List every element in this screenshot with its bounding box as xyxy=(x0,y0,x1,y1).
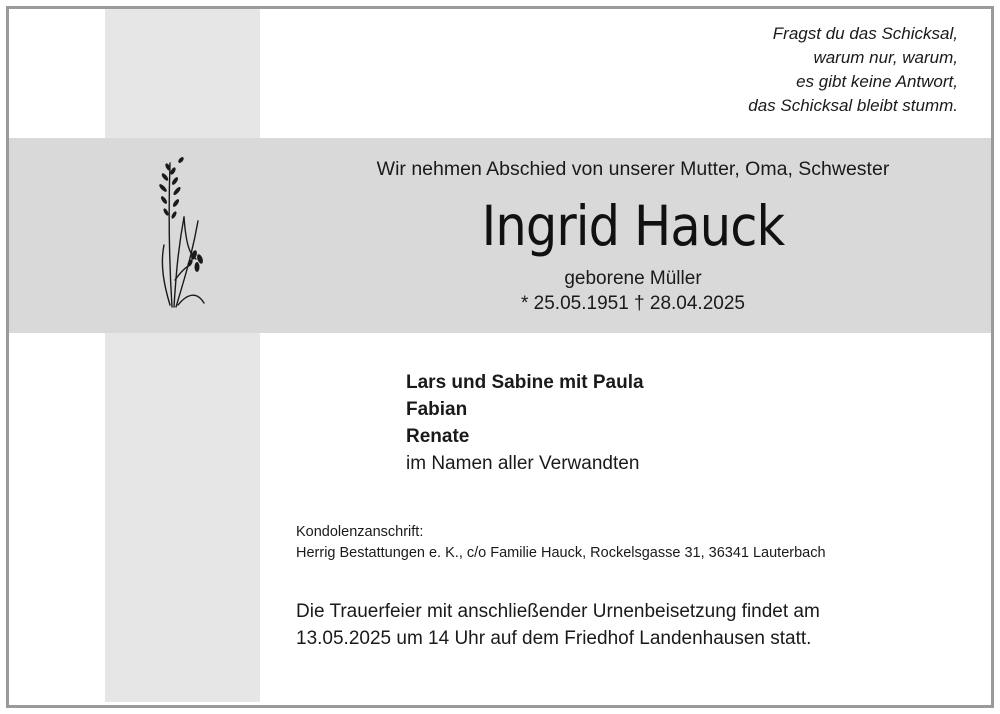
vertical-cross-band xyxy=(105,9,260,702)
farewell-intro: Wir nehmen Abschied von unserer Mutter, Oma, Schwester xyxy=(376,158,890,180)
funeral-line: Die Trauerfeier mit anschließender Urnenbeisetzung findet am xyxy=(296,601,820,622)
poem-line: das Schicksal bleibt stumm. xyxy=(748,96,958,115)
funeral-info xyxy=(296,598,820,652)
grass-branch-icon xyxy=(150,155,212,310)
mourner-name: Fabian xyxy=(406,399,468,420)
mourners-block xyxy=(406,369,644,477)
mourner-name: Lars und Sabine mit Paula xyxy=(406,372,644,393)
mourner-name: Renate xyxy=(406,426,470,447)
life-dates: * 25.05.1951 † 28.04.2025 xyxy=(521,293,745,314)
poem-line: es gibt keine Antwort, xyxy=(796,72,958,91)
condolence-address xyxy=(296,522,826,564)
poem-line: Fragst du das Schicksal, xyxy=(772,24,958,43)
deceased-name: Ingrid Hauck xyxy=(481,194,785,258)
funeral-line: 13.05.2025 um 14 Uhr auf dem Friedhof Landenhausen statt. xyxy=(296,628,812,649)
birth-name: geborene Müller xyxy=(564,268,702,289)
poem-line: warum nur, warum, xyxy=(813,48,958,67)
condolence-address-text: Herrig Bestattungen e. K., c/o Familie Hauck, Rockelsgasse 31, 36341 Lauterbach xyxy=(296,545,826,561)
condolence-label: Kondolenzanschrift: xyxy=(296,524,424,540)
poem xyxy=(748,22,958,118)
mourners-note: im Namen aller Verwandten xyxy=(406,453,640,474)
